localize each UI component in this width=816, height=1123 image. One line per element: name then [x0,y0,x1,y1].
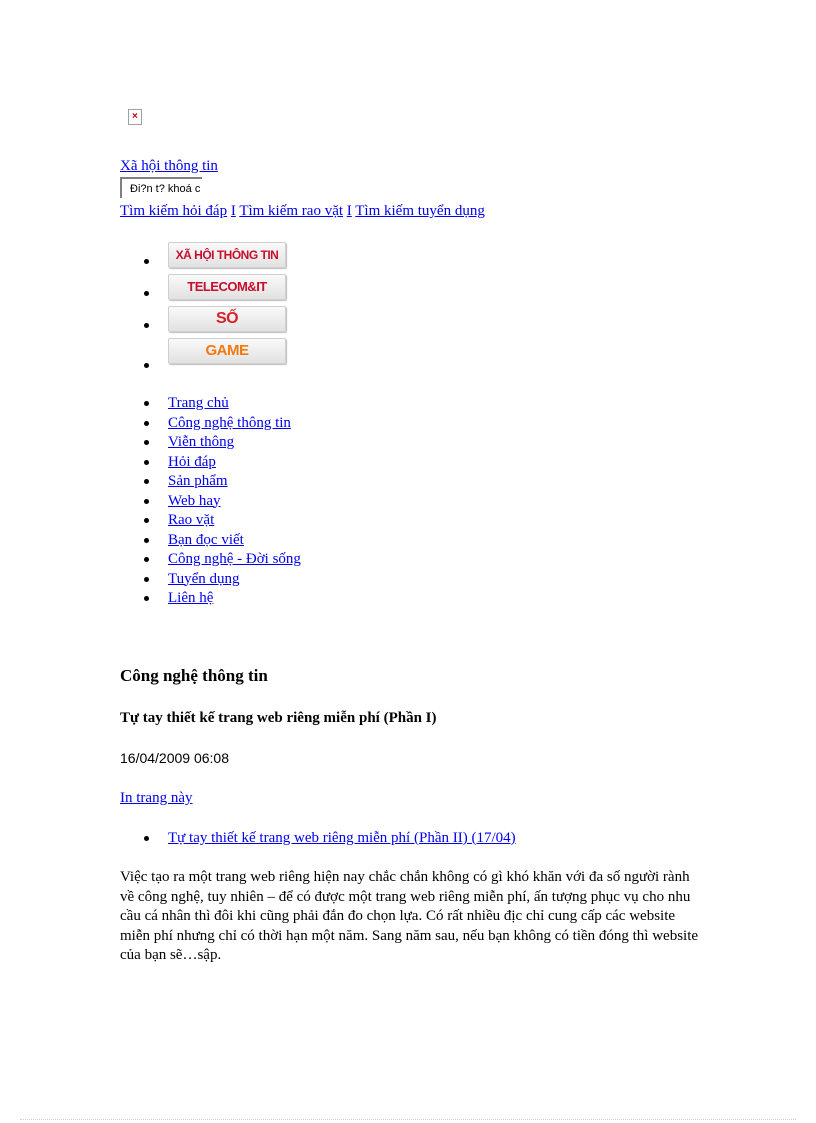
nav-link[interactable]: Viễn thông [168,434,235,450]
search-qa-link[interactable]: Tìm kiếm hỏi đáp [120,203,228,219]
article-title: Tự tay thiết kế trang web riêng miễn phí (Phần I) [120,710,437,726]
search-separator[interactable]: I [346,203,352,219]
site-link[interactable]: Xã hội thông tin [120,158,218,174]
bullet-icon [144,499,149,504]
nav-item-jobs [140,570,301,590]
broken-image-icon: × [128,109,142,125]
nav-link[interactable]: Trang chủ [168,395,229,411]
bullet-icon [144,518,149,523]
related-link[interactable]: Tự tay thiết kế trang web riêng miễn phí (Phần II) (17/04) [168,830,516,846]
telecom-it-logo[interactable]: TELECOM&IT [168,274,286,300]
bullet-icon [144,323,149,328]
nav-item-telecom [140,433,301,453]
bullet-icon [144,291,149,296]
nav-link[interactable]: Công nghệ - Đời sống [168,551,301,567]
nav-item-it [140,414,301,434]
search-separator[interactable]: I [230,203,236,219]
bullet-icon [144,596,149,601]
nav-link[interactable]: Tuyển dụng [168,570,240,587]
nav-item-classifieds [140,511,301,531]
so-logo[interactable]: SỐ [168,306,286,332]
bullet-icon [144,836,149,841]
xahoithongtin-logo[interactable]: XÃ HỘI THÔNG TIN [168,242,286,268]
nav-link[interactable]: Bạn đọc viết [168,531,244,548]
nav-item-webhay [140,492,301,512]
search-classifieds-link[interactable]: Tìm kiếm rao vặt [239,203,344,219]
nav-item-life [140,550,301,570]
bullet-icon [144,460,149,465]
nav-link[interactable]: Hỏi đáp [168,453,216,470]
bullet-icon [144,421,149,426]
search-jobs-link[interactable]: Tìm kiếm tuyển dụng [355,203,485,219]
bullet-icon [144,538,149,543]
nav-item-products [140,472,301,492]
bullet-icon [144,557,149,562]
page-divider [20,1119,796,1120]
game-logo[interactable]: GAME [168,338,286,364]
bullet-icon [144,363,149,368]
main-nav [140,394,301,609]
search-input[interactable]: Đi?n t? khoá c [120,177,202,198]
section-heading: Công nghệ thông tin [120,666,268,685]
bullet-icon [144,440,149,445]
nav-link[interactable]: Công nghệ thông tin [168,414,291,431]
article-date: 16/04/2009 06:08 [120,750,229,766]
bullet-icon [144,479,149,484]
bullet-icon [144,259,149,264]
nav-link[interactable]: Sản phẩm [168,473,228,489]
nav-item-contact [140,589,301,609]
print-page-link[interactable]: In trang này [120,790,193,806]
bullet-icon [144,577,149,582]
nav-item-reader [140,531,301,551]
related-articles [140,829,516,848]
nav-item-qa [140,453,301,473]
article-body: Việc tạo ra một trang web riêng hiện nay chắc chắn không có gì khó khăn với đa số người rành về công nghệ, tuy nhiên – để có được một trang web riêng miễn phí, ấn tượng phục vụ cho nhu cầu cá nhân thì đôi khi cũng phải đắn đo chọn lựa. Có rất nhiều địc chỉ cung cấp các website miễn phí nhưng chỉ có thời hạn một năm. Sang năm sau, nếu bạn không có tiền đóng thì website của bạn sẽ…sập. [120,869,699,963]
nav-link[interactable]: Rao vặt [168,512,215,528]
nav-item-home [140,394,301,414]
bullet-icon [144,401,149,406]
nav-link[interactable]: Web hay [168,492,221,509]
nav-link[interactable]: Liên hệ [168,590,214,606]
search-links [120,203,485,220]
related-item [140,829,516,848]
